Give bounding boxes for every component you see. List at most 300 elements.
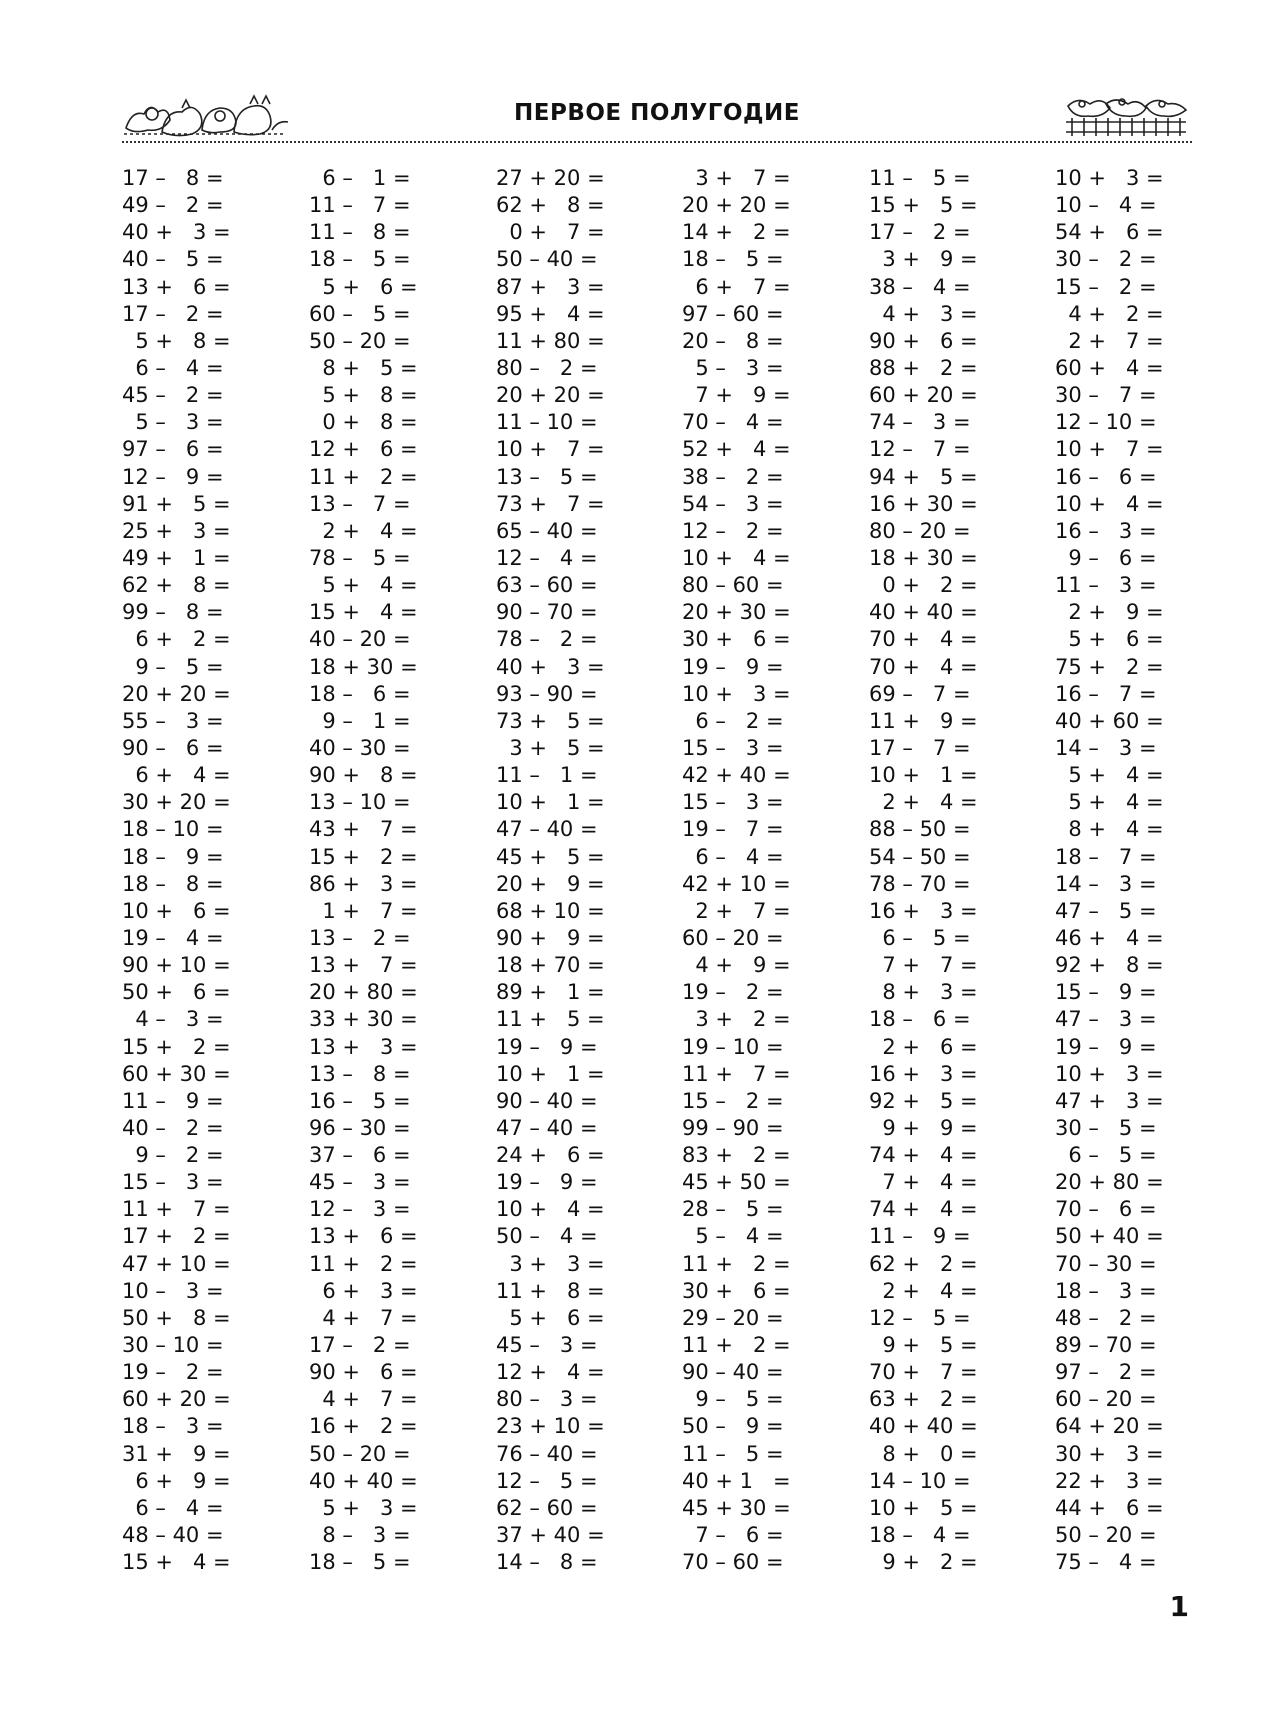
exercise-item: 70 + 4 =	[869, 627, 978, 652]
exercise-item: 70 – 6 =	[1055, 1197, 1157, 1222]
exercise-item: 13 – 5 =	[496, 464, 598, 489]
exercise-item: 10 + 5 =	[869, 1495, 978, 1520]
exercise-item: 10 + 3 =	[1055, 166, 1164, 190]
exercise-item: 5 + 8 =	[122, 328, 231, 353]
exercise-item: 45 – 3 =	[309, 1170, 411, 1195]
exercise-item: 70 – 60 =	[682, 1550, 784, 1575]
exercise-item: 12 – 9 =	[122, 464, 224, 489]
exercise-item: 9 – 1 =	[309, 708, 411, 733]
exercise-item: 12 – 7 =	[869, 437, 971, 462]
exercise-item: 38 – 4 =	[869, 274, 971, 299]
exercise-item: 12 + 6 =	[309, 437, 418, 462]
exercise-item: 45 + 30 =	[682, 1495, 791, 1520]
exercise-item: 63 + 2 =	[869, 1387, 978, 1412]
exercise-item: 10 + 4 =	[1055, 491, 1164, 516]
exercise-item: 7 – 6 =	[682, 1523, 784, 1548]
exercise-item: 13 + 3 =	[309, 1034, 418, 1059]
exercise-item: 11 + 7 =	[682, 1061, 791, 1086]
exercise-item: 70 – 4 =	[682, 410, 784, 435]
exercise-item: 99 – 90 =	[682, 1115, 784, 1140]
exercise-column-3	[496, 165, 606, 1576]
exercise-item: 12 + 4 =	[496, 1360, 605, 1385]
exercise-item: 15 + 2 =	[122, 1034, 231, 1059]
exercise-item: 17 – 2 =	[309, 1333, 411, 1358]
exercise-item: 12 – 3 =	[309, 1197, 411, 1222]
exercise-item: 47 – 3 =	[1055, 1007, 1157, 1032]
exercise-item: 23 + 10 =	[496, 1414, 605, 1439]
exercise-item: 33 + 30 =	[309, 1007, 418, 1032]
exercise-item: 16 – 5 =	[309, 1088, 411, 1113]
exercise-item: 2 + 4 =	[309, 518, 418, 543]
exercise-item: 11 + 2 =	[309, 464, 418, 489]
exercise-item: 4 + 7 =	[309, 1387, 418, 1412]
exercise-item: 47 – 40 =	[496, 1115, 598, 1140]
exercise-item: 27 + 20 =	[496, 166, 605, 190]
exercise-item: 15 – 2 =	[1055, 274, 1157, 299]
exercise-item: 99 – 8 =	[122, 600, 224, 625]
exercise-item: 10 + 4 =	[496, 1197, 605, 1222]
exercise-item: 6 – 2 =	[682, 708, 784, 733]
exercise-item: 11 – 10 =	[496, 410, 598, 435]
exercise-item: 3 + 2 =	[682, 1007, 791, 1032]
exercise-item: 5 – 3 =	[682, 355, 784, 380]
exercise-item: 97 – 6 =	[122, 437, 224, 462]
exercise-item: 70 + 7 =	[869, 1360, 978, 1385]
exercise-item: 83 + 2 =	[682, 1143, 791, 1168]
exercise-item: 7 + 4 =	[869, 1170, 978, 1195]
exercise-item: 14 + 2 =	[682, 220, 791, 245]
exercise-item: 4 + 2 =	[1055, 301, 1164, 326]
exercise-item: 16 – 7 =	[1055, 681, 1157, 706]
exercise-item: 65 – 40 =	[496, 518, 598, 543]
exercise-item: 50 – 20 =	[1055, 1523, 1157, 1548]
exercise-item: 30 – 7 =	[1055, 383, 1157, 408]
exercise-item: 38 – 2 =	[682, 464, 784, 489]
exercise-item: 14 – 10 =	[869, 1468, 971, 1493]
exercise-item: 13 – 2 =	[309, 925, 411, 950]
exercise-item: 16 + 2 =	[309, 1414, 418, 1439]
exercise-item: 50 + 40 =	[1055, 1224, 1164, 1249]
exercise-item: 12 – 5 =	[869, 1305, 971, 1330]
exercise-column-4	[682, 165, 792, 1576]
page-title: ПЕРВОЕ ПОЛУГОДИЕ	[514, 100, 800, 126]
exercise-item: 17 – 2 =	[869, 220, 971, 245]
exercise-item: 60 + 30 =	[122, 1061, 231, 1086]
exercise-item: 5 + 6 =	[1055, 627, 1164, 652]
exercise-item: 15 – 3 =	[122, 1170, 224, 1195]
exercise-item: 91 + 5 =	[122, 491, 231, 516]
exercise-item: 46 + 4 =	[1055, 925, 1164, 950]
exercise-item: 4 + 9 =	[682, 953, 791, 978]
exercise-item: 7 + 7 =	[869, 953, 978, 978]
exercise-item: 70 – 30 =	[1055, 1251, 1157, 1276]
exercise-item: 86 + 3 =	[309, 871, 418, 896]
exercise-item: 5 + 4 =	[309, 573, 418, 598]
exercise-item: 11 – 9 =	[869, 1224, 971, 1249]
exercise-item: 13 – 8 =	[309, 1061, 411, 1086]
exercise-item: 11 – 7 =	[309, 193, 411, 218]
exercise-item: 19 – 2 =	[122, 1360, 224, 1385]
exercise-item: 11 – 5 =	[682, 1441, 784, 1466]
exercise-item: 6 – 4 =	[682, 844, 784, 869]
exercise-item: 20 + 20 =	[682, 193, 791, 218]
exercise-item: 16 + 30 =	[869, 491, 978, 516]
exercise-column-5	[869, 165, 979, 1576]
exercise-item: 13 + 6 =	[122, 274, 231, 299]
exercise-item: 25 + 3 =	[122, 518, 231, 543]
exercise-item: 48 – 2 =	[1055, 1305, 1157, 1330]
exercise-item: 49 – 2 =	[122, 193, 224, 218]
exercise-item: 18 – 7 =	[1055, 844, 1157, 869]
exercise-item: 15 – 9 =	[1055, 980, 1157, 1005]
exercise-item: 88 + 2 =	[869, 355, 978, 380]
exercise-item: 10 + 7 =	[1055, 437, 1164, 462]
exercise-item: 97 – 2 =	[1055, 1360, 1157, 1385]
exercise-item: 30 + 20 =	[122, 790, 231, 815]
exercise-item: 45 – 3 =	[496, 1333, 598, 1358]
exercise-item: 62 + 2 =	[869, 1251, 978, 1276]
exercise-item: 30 + 6 =	[682, 627, 791, 652]
exercise-item: 9 – 5 =	[122, 654, 224, 679]
exercise-item: 15 – 2 =	[682, 1088, 784, 1113]
exercise-item: 16 – 6 =	[1055, 464, 1157, 489]
exercise-item: 14 – 8 =	[496, 1550, 598, 1575]
exercise-item: 47 – 5 =	[1055, 898, 1157, 923]
exercise-item: 2 + 6 =	[869, 1034, 978, 1059]
exercise-item: 0 + 7 =	[496, 220, 605, 245]
exercise-item: 19 – 9 =	[496, 1170, 598, 1195]
exercise-item: 11 + 2 =	[309, 1251, 418, 1276]
exercise-item: 10 + 1 =	[496, 790, 605, 815]
exercise-item: 40 – 30 =	[309, 735, 411, 760]
exercise-item: 19 – 9 =	[1055, 1034, 1157, 1059]
exercise-item: 40 + 40 =	[869, 1414, 978, 1439]
exercise-item: 50 + 8 =	[122, 1305, 231, 1330]
exercise-item: 8 + 5 =	[309, 355, 418, 380]
exercise-item: 29 – 20 =	[682, 1305, 784, 1330]
exercise-item: 47 + 3 =	[1055, 1088, 1164, 1113]
exercise-item: 40 + 3 =	[496, 654, 605, 679]
exercise-item: 18 – 9 =	[122, 844, 224, 869]
exercise-item: 31 + 9 =	[122, 1441, 231, 1466]
exercise-item: 10 + 7 =	[496, 437, 605, 462]
exercise-item: 18 + 30 =	[309, 654, 418, 679]
exercise-item: 18 – 6 =	[869, 1007, 971, 1032]
exercise-item: 73 + 5 =	[496, 708, 605, 733]
exercise-item: 18 – 4 =	[869, 1523, 971, 1548]
exercise-item: 20 + 80 =	[309, 980, 418, 1005]
exercise-item: 20 – 8 =	[682, 328, 784, 353]
exercise-item: 16 + 3 =	[869, 898, 978, 923]
exercise-item: 90 – 40 =	[682, 1360, 784, 1385]
exercise-item: 70 + 4 =	[869, 654, 978, 679]
exercise-item: 11 + 2 =	[682, 1251, 791, 1276]
exercise-item: 76 – 40 =	[496, 1441, 598, 1466]
exercise-item: 50 – 4 =	[496, 1224, 598, 1249]
exercise-item: 89 + 1 =	[496, 980, 605, 1005]
exercise-item: 18 – 5 =	[309, 1550, 411, 1575]
exercise-item: 3 + 5 =	[496, 735, 605, 760]
exercise-item: 89 – 70 =	[1055, 1333, 1157, 1358]
exercise-item: 60 + 20 =	[122, 1387, 231, 1412]
exercise-item: 10 – 4 =	[1055, 193, 1157, 218]
exercise-item: 60 + 20 =	[869, 383, 978, 408]
animals-fence-illustration-icon	[1062, 88, 1192, 140]
exercise-item: 10 + 4 =	[682, 545, 791, 570]
exercise-item: 13 – 10 =	[309, 790, 411, 815]
exercise-item: 4 + 7 =	[309, 1305, 418, 1330]
page-header	[122, 86, 1192, 148]
exercise-column-6	[1055, 165, 1165, 1576]
exercise-item: 30 + 3 =	[1055, 1441, 1164, 1466]
exercise-item: 69 – 7 =	[869, 681, 971, 706]
exercise-item: 10 + 6 =	[122, 898, 231, 923]
exercise-item: 6 + 2 =	[122, 627, 231, 652]
exercise-item: 40 – 5 =	[122, 247, 224, 272]
exercise-item: 12 – 10 =	[1055, 410, 1157, 435]
exercise-item: 5 – 3 =	[122, 410, 224, 435]
exercise-item: 90 – 6 =	[122, 735, 224, 760]
exercise-item: 30 – 2 =	[1055, 247, 1157, 272]
exercise-item: 80 – 3 =	[496, 1387, 598, 1412]
exercise-item: 48 – 40 =	[122, 1523, 224, 1548]
exercise-item: 9 + 5 =	[869, 1333, 978, 1358]
exercise-item: 10 + 1 =	[496, 1061, 605, 1086]
exercise-item: 74 + 4 =	[869, 1197, 978, 1222]
exercise-item: 6 + 3 =	[309, 1278, 418, 1303]
exercise-column-2	[309, 165, 419, 1576]
exercise-item: 12 – 4 =	[496, 545, 598, 570]
exercise-item: 63 – 60 =	[496, 573, 598, 598]
exercise-item: 15 + 4 =	[122, 1550, 231, 1575]
exercise-item: 15 + 4 =	[309, 600, 418, 625]
exercise-item: 90 + 6 =	[309, 1360, 418, 1385]
exercise-item: 40 + 40 =	[869, 600, 978, 625]
exercise-item: 8 – 3 =	[309, 1523, 411, 1548]
exercise-item: 7 + 9 =	[682, 383, 791, 408]
exercise-item: 37 – 6 =	[309, 1143, 411, 1168]
exercise-item: 19 – 2 =	[682, 980, 784, 1005]
exercise-item: 50 – 20 =	[309, 1441, 411, 1466]
exercise-item: 19 – 10 =	[682, 1034, 784, 1059]
exercise-item: 37 + 40 =	[496, 1523, 605, 1548]
page-number: 1	[1169, 1590, 1189, 1623]
exercise-item: 62 + 8 =	[122, 573, 231, 598]
exercise-item: 0 + 8 =	[309, 410, 418, 435]
exercise-item: 11 – 8 =	[309, 220, 411, 245]
exercise-item: 78 – 5 =	[309, 545, 411, 570]
exercise-item: 18 – 8 =	[122, 871, 224, 896]
exercise-item: 90 + 9 =	[496, 925, 605, 950]
exercise-item: 45 + 5 =	[496, 844, 605, 869]
exercise-item: 30 – 5 =	[1055, 1115, 1157, 1140]
header-dotted-rule	[122, 141, 1192, 143]
exercise-item: 5 + 3 =	[309, 1495, 418, 1520]
exercise-item: 94 + 5 =	[869, 464, 978, 489]
exercise-item: 20 + 80 =	[1055, 1170, 1164, 1195]
exercise-item: 20 + 9 =	[496, 871, 605, 896]
exercise-item: 18 + 30 =	[869, 545, 978, 570]
exercise-item: 30 – 10 =	[122, 1333, 224, 1358]
exercise-item: 16 – 3 =	[1055, 518, 1157, 543]
exercise-item: 64 + 20 =	[1055, 1414, 1164, 1439]
exercise-item: 5 + 4 =	[1055, 763, 1164, 788]
exercise-item: 45 – 2 =	[122, 383, 224, 408]
exercise-item: 30 + 6 =	[682, 1278, 791, 1303]
exercise-item: 17 – 7 =	[869, 735, 971, 760]
exercise-item: 8 + 4 =	[1055, 817, 1164, 842]
exercise-item: 60 – 5 =	[309, 301, 411, 326]
exercise-item: 54 – 3 =	[682, 491, 784, 516]
exercise-item: 9 – 5 =	[682, 1387, 784, 1412]
exercise-item: 19 – 9 =	[682, 654, 784, 679]
exercise-item: 15 – 3 =	[682, 735, 784, 760]
exercise-item: 12 – 5 =	[496, 1468, 598, 1493]
exercise-item: 90 + 10 =	[122, 953, 231, 978]
exercise-item: 3 + 9 =	[869, 247, 978, 272]
exercise-item: 6 – 5 =	[1055, 1143, 1157, 1168]
exercise-item: 4 – 3 =	[122, 1007, 224, 1032]
exercise-item: 24 + 6 =	[496, 1143, 605, 1168]
exercise-item: 9 – 6 =	[1055, 545, 1157, 570]
exercise-item: 18 – 5 =	[309, 247, 411, 272]
exercise-item: 17 – 8 =	[122, 166, 224, 190]
exercise-item: 28 – 5 =	[682, 1197, 784, 1222]
exercise-item: 87 + 3 =	[496, 274, 605, 299]
exercise-item: 8 + 0 =	[869, 1441, 978, 1466]
exercise-item: 20 + 20 =	[496, 383, 605, 408]
exercise-item: 17 – 2 =	[122, 301, 224, 326]
exercise-item: 90 + 8 =	[309, 763, 418, 788]
exercise-item: 90 – 70 =	[496, 600, 598, 625]
exercise-item: 50 – 9 =	[682, 1414, 784, 1439]
exercise-item: 47 + 10 =	[122, 1251, 231, 1276]
exercise-item: 10 + 3 =	[682, 681, 791, 706]
exercise-item: 3 + 7 =	[682, 166, 791, 190]
exercise-item: 11 + 7 =	[122, 1197, 231, 1222]
exercise-item: 19 – 4 =	[122, 925, 224, 950]
exercise-item: 18 – 5 =	[682, 247, 784, 272]
exercise-item: 75 + 2 =	[1055, 654, 1164, 679]
exercise-item: 18 – 3 =	[122, 1414, 224, 1439]
exercise-item: 4 + 3 =	[869, 301, 978, 326]
exercise-item: 60 – 20 =	[1055, 1387, 1157, 1412]
exercise-item: 11 – 3 =	[1055, 573, 1157, 598]
exercise-item: 90 – 40 =	[496, 1088, 598, 1113]
exercise-item: 92 + 8 =	[1055, 953, 1164, 978]
exercise-item: 16 + 3 =	[869, 1061, 978, 1086]
exercise-item: 5 – 4 =	[682, 1224, 784, 1249]
exercise-item: 18 – 3 =	[1055, 1278, 1157, 1303]
exercise-item: 10 + 1 =	[869, 763, 978, 788]
exercise-item: 40 + 60 =	[1055, 708, 1164, 733]
exercise-item: 2 + 4 =	[869, 790, 978, 815]
exercise-item: 75 – 4 =	[1055, 1550, 1157, 1575]
exercise-item: 2 + 9 =	[1055, 600, 1164, 625]
exercise-item: 10 – 3 =	[122, 1278, 224, 1303]
exercise-item: 73 + 7 =	[496, 491, 605, 516]
exercise-item: 78 – 70 =	[869, 871, 971, 896]
exercise-item: 50 – 40 =	[496, 247, 598, 272]
exercise-item: 18 – 6 =	[309, 681, 411, 706]
exercise-item: 44 + 6 =	[1055, 1495, 1164, 1520]
exercise-item: 5 + 8 =	[309, 383, 418, 408]
exercise-item: 5 + 6 =	[309, 274, 418, 299]
exercise-item: 6 + 4 =	[122, 763, 231, 788]
exercise-item: 3 + 3 =	[496, 1251, 605, 1276]
exercise-item: 11 + 2 =	[682, 1333, 791, 1358]
exercise-item: 2 + 4 =	[869, 1278, 978, 1303]
exercise-item: 11 + 9 =	[869, 708, 978, 733]
exercise-item: 19 – 9 =	[496, 1034, 598, 1059]
exercise-item: 15 + 2 =	[309, 844, 418, 869]
exercise-item: 52 + 4 =	[682, 437, 791, 462]
exercise-item: 9 + 9 =	[869, 1115, 978, 1140]
exercise-item: 1 + 7 =	[309, 898, 418, 923]
exercise-item: 12 – 2 =	[682, 518, 784, 543]
exercise-item: 78 – 2 =	[496, 627, 598, 652]
exercise-item: 11 + 5 =	[496, 1007, 605, 1032]
exercise-item: 93 – 90 =	[496, 681, 598, 706]
exercise-item: 10 + 3 =	[1055, 1061, 1164, 1086]
exercise-item: 14 – 3 =	[1055, 735, 1157, 760]
exercise-item: 5 + 6 =	[496, 1305, 605, 1330]
exercise-item: 6 – 1 =	[309, 166, 411, 190]
exercise-item: 6 + 9 =	[122, 1468, 231, 1493]
exercise-item: 49 + 1 =	[122, 545, 231, 570]
exercise-item: 13 + 7 =	[309, 953, 418, 978]
exercise-item: 68 + 10 =	[496, 898, 605, 923]
exercise-item: 17 + 2 =	[122, 1224, 231, 1249]
exercise-item: 80 – 20 =	[869, 518, 971, 543]
exercise-item: 60 – 20 =	[682, 925, 784, 950]
exercise-item: 18 + 70 =	[496, 953, 605, 978]
exercise-item: 50 – 20 =	[309, 328, 411, 353]
exercise-item: 14 – 3 =	[1055, 871, 1157, 896]
exercise-item: 6 – 5 =	[869, 925, 971, 950]
exercise-item: 15 – 3 =	[682, 790, 784, 815]
exercise-item: 13 – 7 =	[309, 491, 411, 516]
exercise-item: 40 – 20 =	[309, 627, 411, 652]
exercise-item: 42 + 40 =	[682, 763, 791, 788]
exercise-item: 40 + 40 =	[309, 1468, 418, 1493]
exercise-item: 96 – 30 =	[309, 1115, 411, 1140]
exercise-item: 6 – 4 =	[122, 355, 224, 380]
exercise-item: 19 – 7 =	[682, 817, 784, 842]
exercise-item: 5 + 4 =	[1055, 790, 1164, 815]
exercise-item: 97 – 60 =	[682, 301, 784, 326]
exercise-item: 80 – 60 =	[682, 573, 784, 598]
exercise-item: 90 + 6 =	[869, 328, 978, 353]
exercise-item: 54 – 50 =	[869, 844, 971, 869]
exercise-item: 11 + 8 =	[496, 1278, 605, 1303]
exercise-item: 8 + 3 =	[869, 980, 978, 1005]
exercise-item: 62 + 8 =	[496, 193, 605, 218]
exercise-item: 20 + 30 =	[682, 600, 791, 625]
exercise-item: 15 + 5 =	[869, 193, 978, 218]
exercise-item: 54 + 6 =	[1055, 220, 1164, 245]
exercise-item: 11 – 9 =	[122, 1088, 224, 1113]
exercise-item: 40 + 1 =	[682, 1468, 791, 1493]
exercise-item: 13 + 6 =	[309, 1224, 418, 1249]
exercise-item: 11 – 1 =	[496, 763, 598, 788]
exercise-item: 80 – 2 =	[496, 355, 598, 380]
exercise-item: 50 + 6 =	[122, 980, 231, 1005]
exercise-item: 45 + 50 =	[682, 1170, 791, 1195]
exercise-item: 42 + 10 =	[682, 871, 791, 896]
exercise-item: 11 + 80 =	[496, 328, 605, 353]
exercise-item: 6 – 4 =	[122, 1495, 224, 1520]
